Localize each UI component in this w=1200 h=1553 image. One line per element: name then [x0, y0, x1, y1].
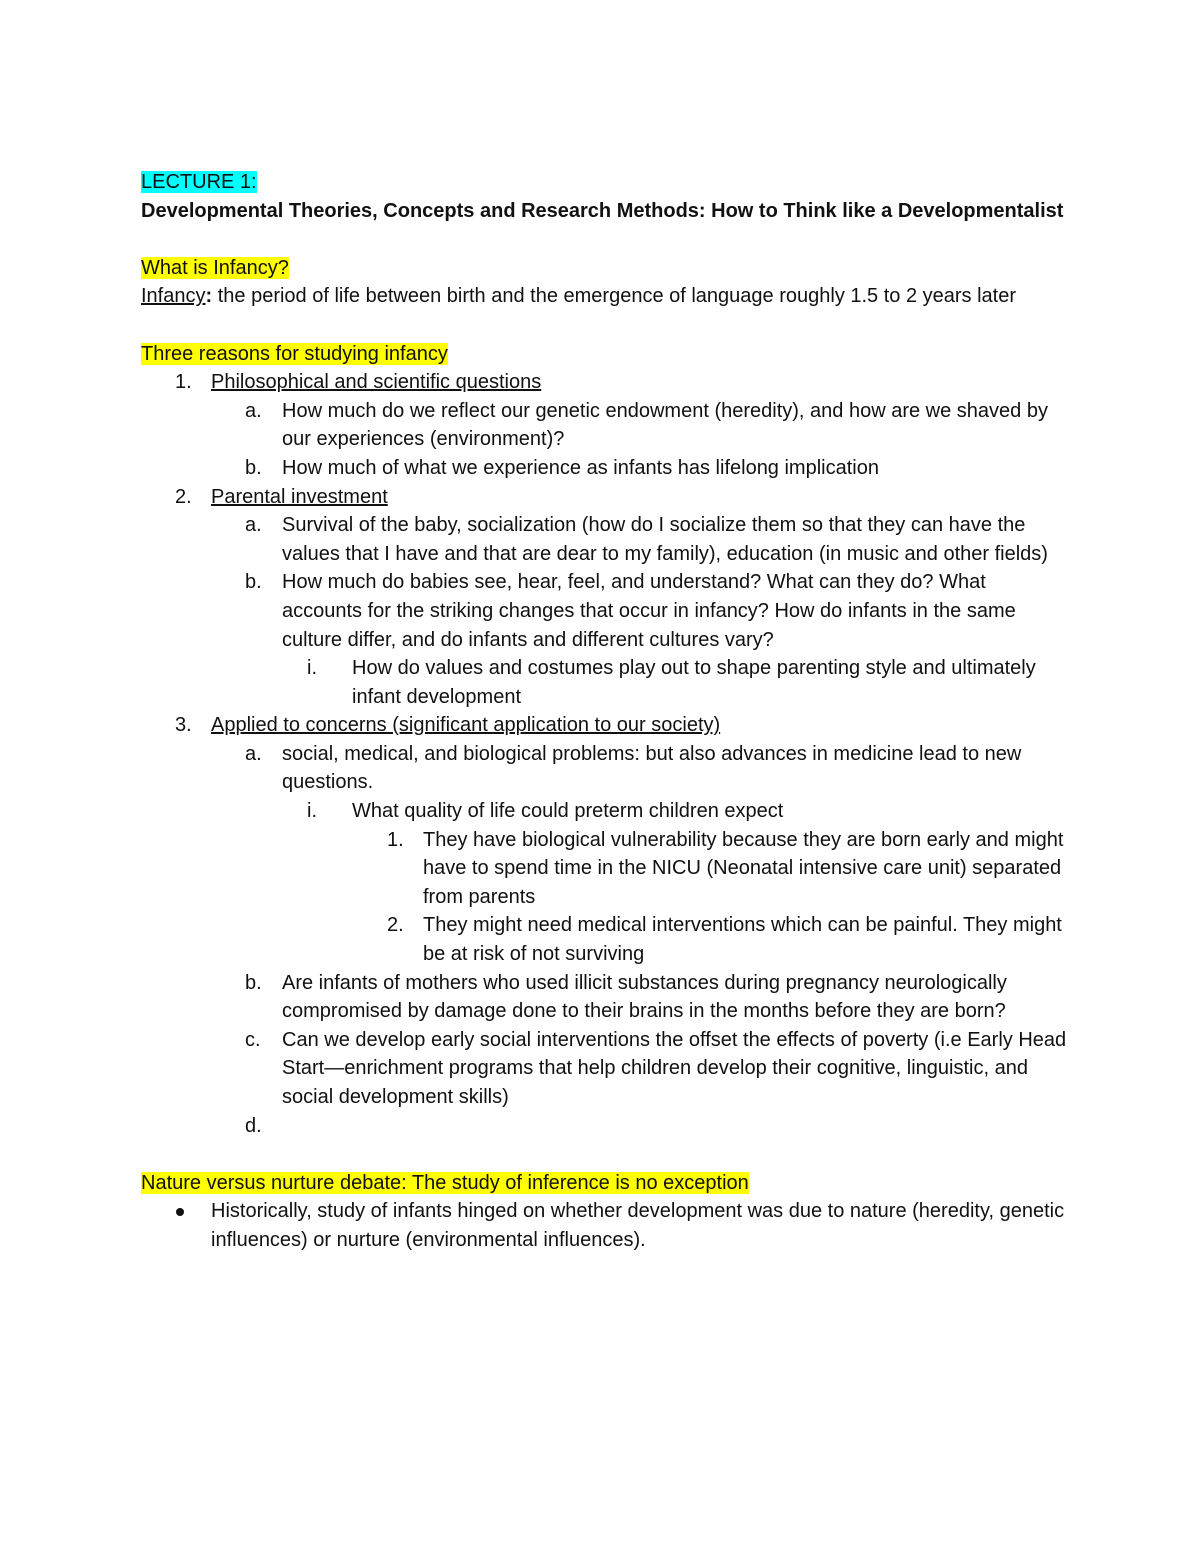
list-item — [141, 797, 1071, 826]
list-marker: i. — [307, 657, 317, 680]
list-item-text: Survival of the baby, socialization (how do I socialize them so that they can have the values that I have and that are dear to my family), education (in music and other fields) — [282, 514, 1048, 565]
list-item — [141, 511, 1071, 568]
list-item-label: Applied to concerns (significant application to our society) — [211, 714, 721, 737]
list-item — [141, 969, 1071, 1026]
list-item — [141, 1026, 1071, 1112]
list-item — [141, 1112, 1071, 1141]
list-item-text: What quality of life could preterm children expect — [352, 800, 784, 823]
list-item-text: Historically, study of infants hinged on whether development was due to nature (heredity, genetic influences) or nurture (environmental influences). — [211, 1200, 1065, 1251]
document-page — [141, 168, 1071, 1255]
list-item — [141, 368, 1071, 397]
list-item-text: social, medical, and biological problems: but also advances in medicine lead to new questions. — [282, 742, 1022, 794]
infancy-colon: : — [205, 285, 213, 308]
list-item-text: How do values and costumes play out to shape parenting style and ultimately infant development — [352, 657, 1036, 708]
list-marker: a. — [245, 399, 262, 422]
bullet-icon — [176, 1208, 184, 1216]
list-item — [141, 711, 1071, 740]
infancy-term: Infancy — [141, 285, 206, 308]
infancy-definition — [141, 282, 1071, 311]
list-item-text: How much of what we experience as infants has lifelong implication — [282, 456, 879, 479]
list-marker: 3. — [175, 714, 192, 737]
infancy-heading: What is Infancy? — [141, 256, 289, 279]
list-item — [141, 397, 1071, 454]
reasons-heading-line — [141, 340, 1071, 369]
list-item — [141, 483, 1071, 512]
list-item-text: How much do babies see, hear, feel, and understand? What can they do? What accounts for the striking changes that occur in infancy? How do infants in the same culture differ, and do infants and different cultures vary? — [282, 571, 1016, 651]
list-marker: d. — [245, 1114, 262, 1137]
list-item — [141, 826, 1071, 912]
list-item-text: They might need medical interventions which can be painful. They might be at risk of not surviving — [423, 914, 1062, 966]
infancy-definition-text: the period of life between birth and the emergence of language roughly 1.5 to 2 years later — [212, 285, 1017, 308]
list-item-label: Parental investment — [211, 485, 388, 508]
list-item — [141, 568, 1071, 654]
list-item — [141, 911, 1071, 968]
lecture-label: LECTURE 1: — [141, 171, 257, 193]
list-item — [141, 454, 1071, 483]
list-marker: 2. — [387, 914, 404, 937]
list-marker: 1. — [175, 371, 192, 394]
lecture-title: Developmental Theories, Concepts and Research Methods: How to Think like a Developmentalist — [141, 199, 1064, 222]
list-item-text: They have biological vulnerability because they are born early and might have to spend time in the NICU (Neonatal intensive care unit) separated from parents — [423, 828, 1064, 908]
list-marker: c. — [245, 1028, 261, 1051]
list-item — [141, 740, 1071, 797]
list-item-text: Are infants of mothers who used illicit substances during pregnancy neurologically compromised by damage done to their brains in the months before they are born? — [282, 971, 1007, 1023]
infancy-heading-line — [141, 254, 1071, 283]
list-marker: b. — [245, 456, 262, 479]
nature-heading-line — [141, 1169, 1071, 1198]
list-marker: a. — [245, 742, 262, 765]
list-marker: b. — [245, 571, 262, 594]
list-item-text — [282, 1115, 288, 1137]
list-marker: a. — [245, 514, 262, 537]
list-item — [141, 654, 1071, 711]
lecture-label-line — [141, 168, 1071, 197]
list-item — [141, 1197, 1071, 1254]
list-marker: 1. — [387, 828, 404, 851]
list-item-text: How much do we reflect our genetic endowment (heredity), and how are we shaved by our experiences (environment)? — [282, 399, 1048, 451]
list-marker: b. — [245, 971, 262, 994]
reasons-heading: Three reasons for studying infancy — [141, 342, 448, 365]
list-item-text: Can we develop early social interventions the offset the effects of poverty (i.e Early Head Start—enrichment programs that help children develop their cognitive, linguistic, and social development skills) — [282, 1028, 1067, 1108]
nature-heading: Nature versus nurture debate: The study of inference is no exception — [141, 1171, 749, 1194]
list-item-label: Philosophical and scientific questions — [211, 371, 542, 394]
list-marker: 2. — [175, 485, 192, 508]
list-marker: i. — [307, 800, 317, 823]
